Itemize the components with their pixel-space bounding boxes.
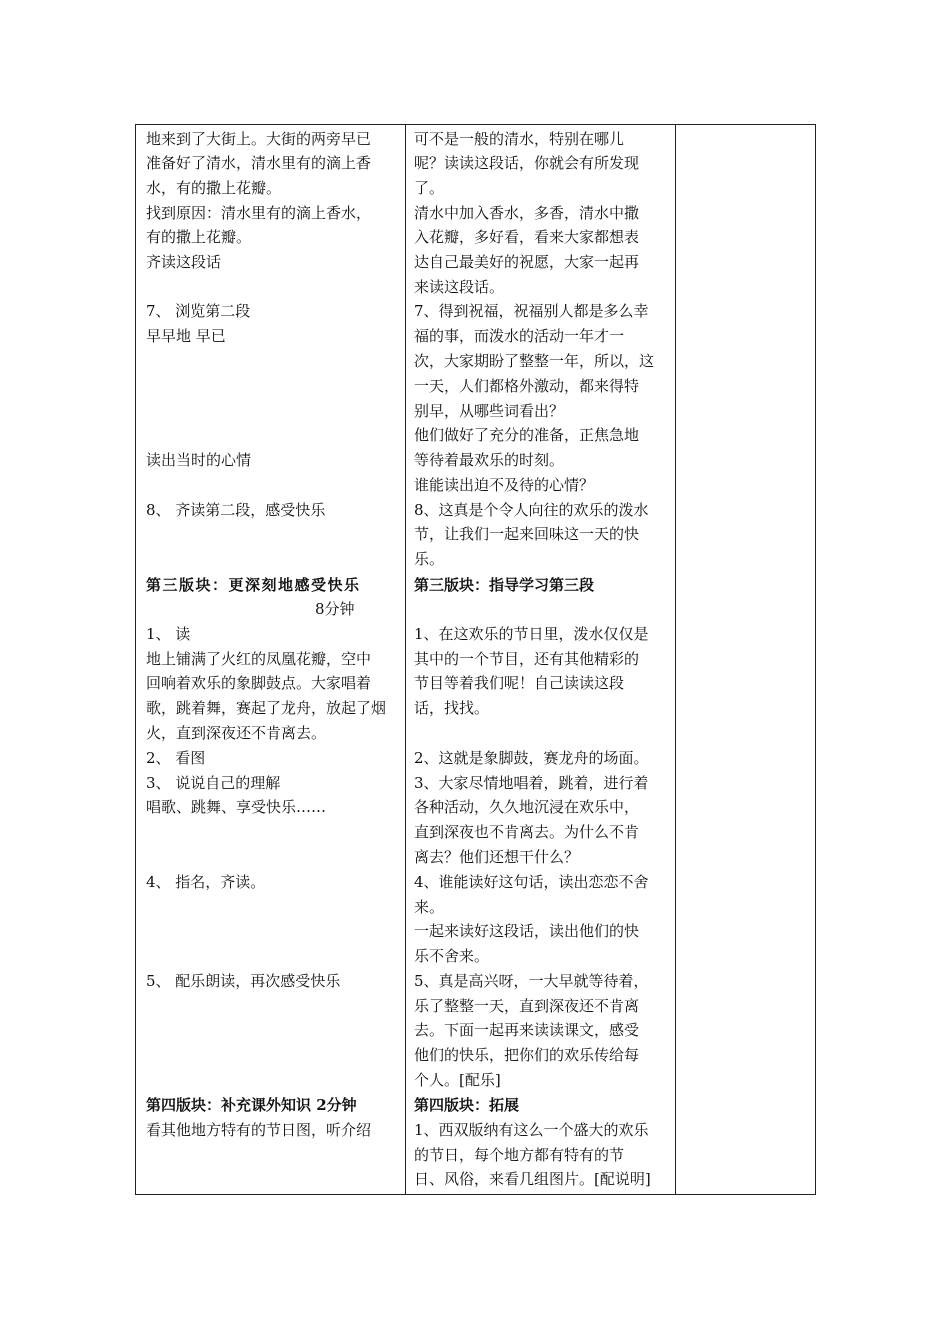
text-line: 3、大家尽情地唱着，跳着，进行着 (414, 774, 649, 792)
text-line: 入花瓣，多好看，看来大家都想表 (414, 228, 640, 246)
text-line: 7、得到祝福，祝福别人都是多么幸 (414, 302, 649, 320)
list-item: 3、 说说自己的理解 (146, 774, 281, 792)
text-line: 找到原因：清水里有的滴上香水， (146, 204, 372, 222)
text-line: 早早地 早已 (146, 327, 226, 345)
text-line: 谁能读出迫不及待的心情？ (414, 476, 595, 494)
notes-column (676, 125, 816, 1194)
text-line: 福的事，而泼水的活动一年才一 (414, 327, 625, 345)
text-line: 8、这真是个令人向往的欢乐的泼水 (414, 501, 649, 519)
text-line: 等待着最欢乐的时刻。 (414, 451, 565, 469)
list-item: 5、 配乐朗读，再次感受快乐 (146, 972, 341, 990)
text-line: 达自己最美好的祝愿，大家一起再 (414, 253, 640, 271)
text-line: 离去？他们还想干什么？ (414, 848, 580, 866)
text-line: 1、在这欢乐的节日里，泼水仅仅是 (414, 625, 649, 643)
text-line: 乐了整整一天，直到深夜还不肯离 (414, 997, 640, 1015)
text-line: 别早，从哪些词看出？ (414, 402, 565, 420)
text-line: 去。下面一起再来读读课文，感受 (414, 1021, 640, 1039)
text-line: 清水中加入香水，多香，清水中撒 (414, 204, 640, 222)
text-line: 准备好了清水，清水里有的滴上香 (146, 154, 372, 172)
text-line: 回响着欢乐的象脚鼓点。大家唱着 (146, 674, 372, 692)
text-line: 看其他地方特有的节日图，听介绍 (146, 1121, 372, 1139)
text-line: 地上铺满了火红的凤凰花瓣，空中 (146, 650, 372, 668)
section-heading: 第四版块：补充课外知识 2分钟 (146, 1096, 357, 1114)
text-line: 水，有的撒上花瓣。 (146, 179, 282, 197)
text-line: 可不是一般的清水，特别在哪儿 (414, 130, 625, 148)
list-item: 2、 看图 (146, 749, 206, 767)
text-line: 的节日，每个地方都有特有的节 (414, 1146, 625, 1164)
text-line: 来读这段话。 (414, 278, 505, 296)
text-line: 他们的快乐，把你们的欢乐传给每 (414, 1046, 640, 1064)
section-heading: 第四版块：拓展 (414, 1096, 520, 1114)
text-line: 5、真是高兴呀，一大早就等待着， (414, 972, 649, 990)
lesson-table (135, 124, 816, 1195)
text-line: 歌，跳着舞，赛起了龙舟，放起了烟 (146, 699, 387, 717)
text-line: 次，大家期盼了整整一年，所以，这 (414, 352, 655, 370)
text-line: 地来到了大街上。大街的两旁早已 (146, 130, 372, 148)
text-line: 乐不舍来。 (414, 947, 490, 965)
list-item: 7、 浏览第二段 (146, 302, 251, 320)
text-line: 4、谁能读好这句话，读出恋恋不舍 (414, 873, 649, 891)
text-line: 其中的一个节目，还有其他精彩的 (414, 650, 640, 668)
text-line: 他们做好了充分的准备，正焦急地 (414, 426, 640, 444)
text-line: 呢？读读这段话，你就会有所发现 (414, 154, 640, 172)
text-line: 各种活动，久久地沉浸在欢乐中， (414, 798, 640, 816)
text-line: 直到深夜也不肯离去。为什么不肯 (414, 823, 640, 841)
section-heading: 第三版块：更深刻地感受快乐 (146, 576, 361, 594)
section-heading: 第三版块：指导学习第三段 (414, 576, 595, 594)
text-line: 个人。[配乐] (414, 1071, 501, 1089)
text-line: 1、西双版纳有这么一个盛大的欢乐 (414, 1121, 649, 1139)
text-line: 了。 (414, 179, 445, 197)
text-line: 一天，人们都格外激动，都来得特 (414, 377, 640, 395)
text-line: 有的撒上花瓣。 (146, 228, 252, 246)
list-item: 4、 指名，齐读。 (146, 873, 266, 891)
text-line: 读出当时的心情 (146, 451, 252, 469)
text-line: 2、这就是象脚鼓，赛龙舟的场面。 (414, 749, 649, 767)
text-line: 一起来读好这段话，读出他们的快 (414, 922, 640, 940)
text-line: 日、风俗，来看几组图片。[配说明] (414, 1170, 651, 1188)
student-activity-column (136, 125, 406, 1194)
teacher-guidance-column (406, 125, 676, 1194)
list-item: 1、 读 (146, 625, 191, 643)
text-line: 节，让我们一起来回味这一天的快 (414, 525, 640, 543)
list-item: 8、 齐读第二段，感受快乐 (146, 501, 326, 519)
text-line: 节目等着我们呢！自己读读这段 (414, 674, 625, 692)
text-line: 话，找找。 (414, 699, 490, 717)
text-line: 来。 (414, 898, 445, 916)
section-duration: 8分钟 (315, 600, 355, 618)
text-line: 火，直到深夜还不肯离去。 (146, 724, 327, 742)
text-line: 唱歌、跳舞、享受快乐…… (146, 798, 327, 816)
text-line: 乐。 (414, 550, 445, 568)
text-line: 齐读这段话 (146, 253, 222, 271)
